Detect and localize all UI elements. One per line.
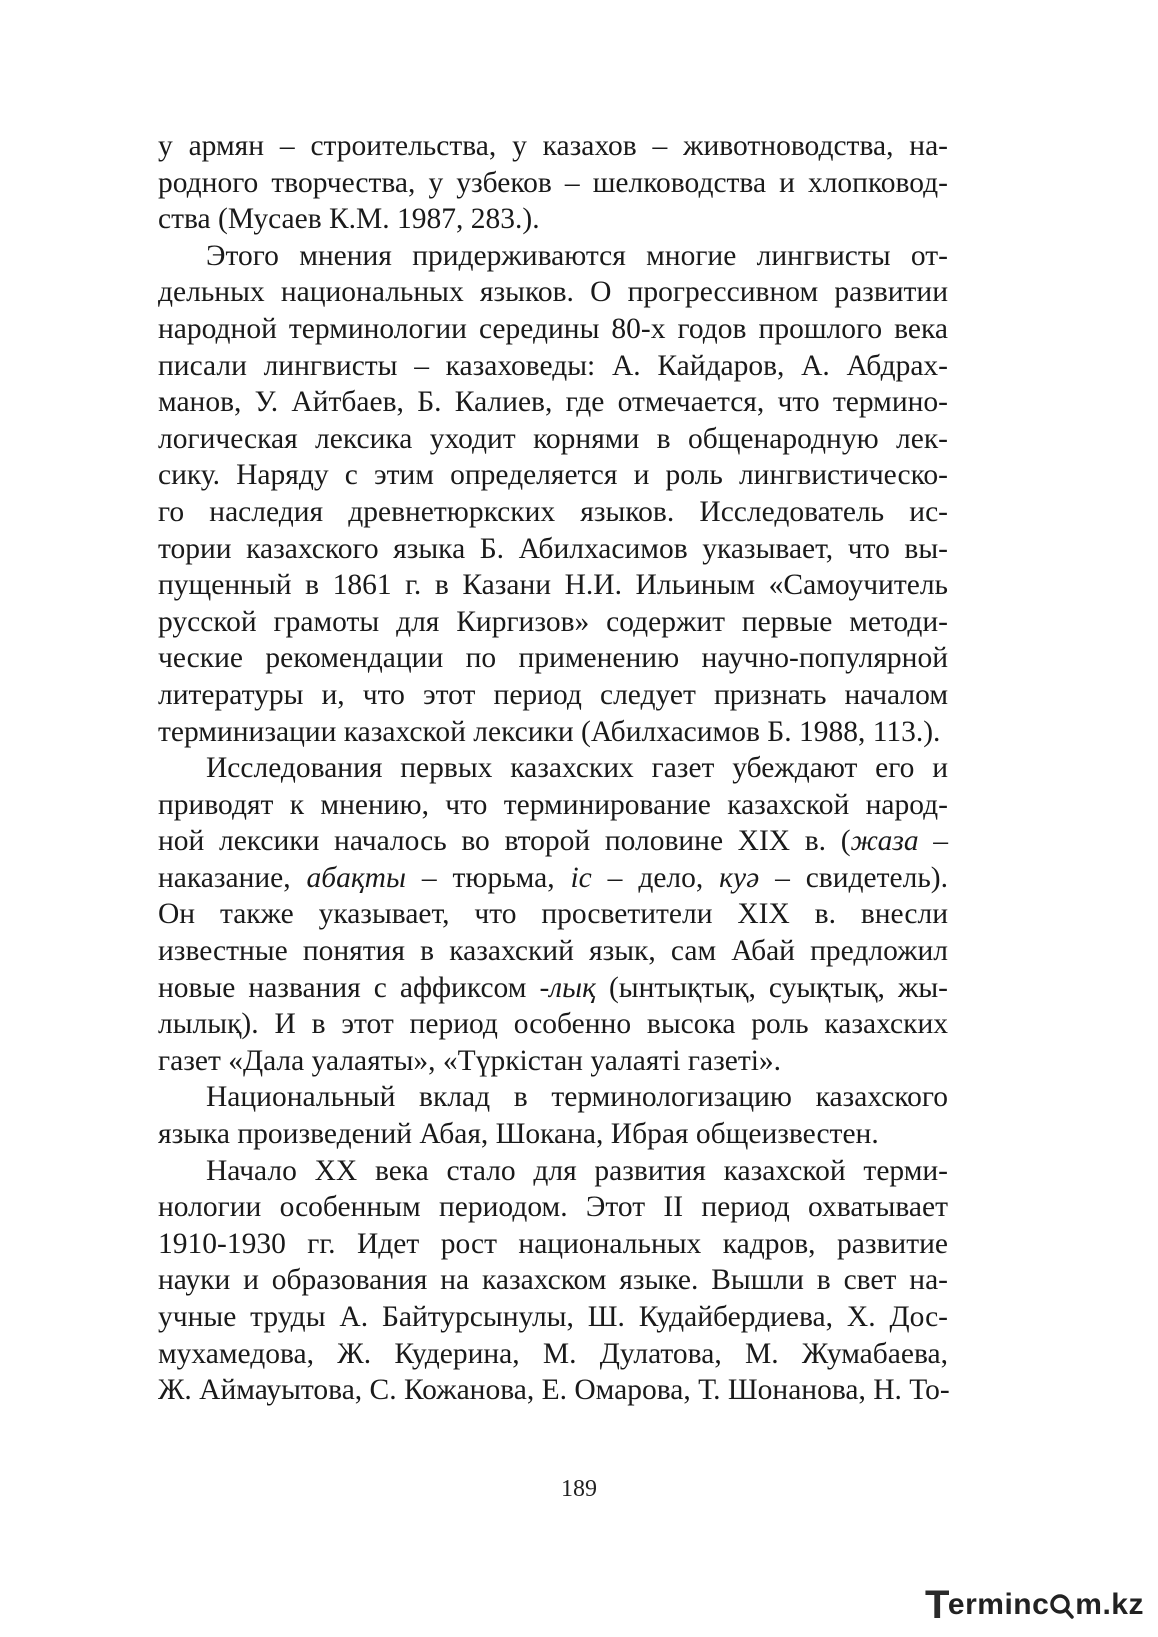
text-run: – тюрьма, [405, 861, 571, 894]
text-run: логическая лексика уходит корнями в общенародную лек- [158, 422, 948, 455]
text-line [158, 457, 948, 494]
text-line [158, 201, 948, 238]
text-run: лылық). И в этот период особенно высока роль казахских [158, 1008, 948, 1041]
text-run: Этого мнения придерживаются многие лингвисты от- [206, 239, 948, 272]
paragraph [158, 1153, 948, 1409]
text-line [158, 531, 948, 568]
text-run: – [918, 825, 949, 858]
text-run: – свидетель). [759, 861, 948, 894]
paragraph [158, 1079, 948, 1152]
text-line [158, 1226, 948, 1263]
paragraph [158, 750, 948, 1079]
text-run: народной терминологии середины 80-х годов прошлого века [158, 312, 948, 345]
text-run: учные труды А. Байтурсынулы, Ш. Кудайбердиева, Х. Дос- [158, 1301, 948, 1333]
text-line [158, 567, 948, 604]
text-line [158, 750, 948, 787]
text-run: го наследия древнетюркских языков. Исследователь ис- [158, 495, 948, 528]
text-line [158, 238, 948, 275]
text-line [158, 1189, 948, 1226]
text-run: новые названия с аффиксом [158, 971, 540, 1004]
text-line [158, 1153, 948, 1190]
text-run: мухамедова, Ж. Кудерина, М. Дулатова, М. Жумабаева, [158, 1337, 948, 1370]
text-run: пущенный в 1861 г. в Казани Н.И. Ильиным «Самоучитель [158, 569, 948, 602]
watermark-initial: T [924, 1582, 950, 1627]
text-line [158, 823, 948, 860]
text-run: родного творчества, у узбеков – шелководства и хлопковод- [158, 166, 948, 199]
text-line [158, 604, 948, 641]
text-run: Исследования первых казахских газет убеждают его и [206, 752, 948, 785]
text-run: Начало XX века стало для развития казахской терми- [206, 1154, 948, 1187]
text-run: у армян – строительства, у казахов – животноводства, на- [158, 130, 948, 162]
italic-term: абақты [306, 861, 406, 894]
text-line [158, 1336, 948, 1373]
text-line [158, 1372, 948, 1409]
text-run: (ынтықтық, суықтық, жы- [595, 971, 948, 1004]
text-line [158, 787, 948, 824]
text-run: писали лингвисты – казаховеды: А. Кайдаров, А. Абдрах- [158, 349, 948, 382]
text-line [158, 384, 948, 421]
text-run: науки и образования на казахском языке. Вышли в свет на- [158, 1264, 948, 1297]
paragraph [158, 238, 948, 750]
text-run: русской грамоты для Киргизов» содержит первые методи- [158, 605, 948, 638]
text-run: – дело, [591, 861, 720, 894]
text-run: нологии особенным периодом. Этот II период охватывает [158, 1191, 948, 1224]
text-line [158, 677, 948, 714]
text-line [158, 1262, 948, 1299]
text-run: языка произведений Абая, Шокана, Ибрая общеизвестен. [158, 1118, 879, 1151]
text-line [158, 494, 948, 531]
page-body [158, 128, 948, 1409]
text-run: ной лексики началось во второй половине XIX в. ( [158, 825, 851, 858]
text-run: дельных национальных языков. О прогрессивном развитии [158, 276, 948, 309]
text-run: тории казахского языка Б. Абилхасимов указывает, что вы- [158, 532, 948, 565]
text-run: ства (Мусаев К.М. 1987, 283.). [158, 203, 540, 236]
text-line [158, 128, 948, 165]
text-line [158, 640, 948, 677]
italic-term: жаза [850, 825, 919, 858]
text-line [158, 714, 948, 751]
magnifier-icon [1049, 1588, 1075, 1622]
text-line [158, 1043, 948, 1080]
italic-term: куә [719, 861, 760, 894]
text-line [158, 933, 948, 970]
text-line [158, 348, 948, 385]
text-run: Национальный вклад в терминологизацию казахского [206, 1081, 948, 1114]
text-line [158, 896, 948, 933]
text-run: терминизации казахской лексики (Абилхасимов Б. 1988, 113.). [158, 715, 941, 748]
text-run: 1910-1930 гг. Идет рост национальных кадров, развитие [158, 1227, 948, 1260]
text-line [158, 165, 948, 202]
page-number: 189 [561, 1476, 597, 1502]
text-run: приводят к мнению, что терминирование казахской народ- [158, 788, 948, 821]
text-line [158, 1079, 948, 1116]
text-line [158, 860, 948, 897]
watermark-text-end: m.kz [1075, 1588, 1144, 1621]
watermark-text-start: erminc [947, 1588, 1050, 1621]
paragraph [158, 128, 948, 238]
italic-term: іс [570, 861, 592, 894]
text-run: манов, У. Айтбаев, Б. Калиев, где отмечается, что термино- [158, 386, 948, 419]
text-line [158, 421, 948, 458]
text-line [158, 1299, 948, 1336]
site-watermark [924, 1582, 1144, 1627]
text-run: известные понятия в казахский язык, сам Абай предложил [158, 935, 948, 968]
text-run: Он также указывает, что просветители XIX в. внесли [158, 898, 948, 931]
text-line [158, 1006, 948, 1043]
text-line [158, 970, 948, 1007]
text-run: газет «Дала уалаяты», «Түркістан уалаяті газеті». [158, 1044, 782, 1077]
text-line [158, 274, 948, 311]
text-run: Ж. Аймауытова, С. Кожанова, Е. Омарова, Т. Шонанова, Н. То- [158, 1374, 950, 1407]
text-run: ческие рекомендации по применению научно-популярной [158, 642, 948, 675]
text-run: наказание, [158, 861, 307, 894]
text-line [158, 311, 948, 348]
text-run: литературы и, что этот период следует признать началом [158, 678, 948, 711]
italic-term: -лық [539, 971, 596, 1004]
text-line [158, 1116, 948, 1153]
text-run: сику. Наряду с этим определяется и роль лингвистическо- [158, 459, 948, 492]
